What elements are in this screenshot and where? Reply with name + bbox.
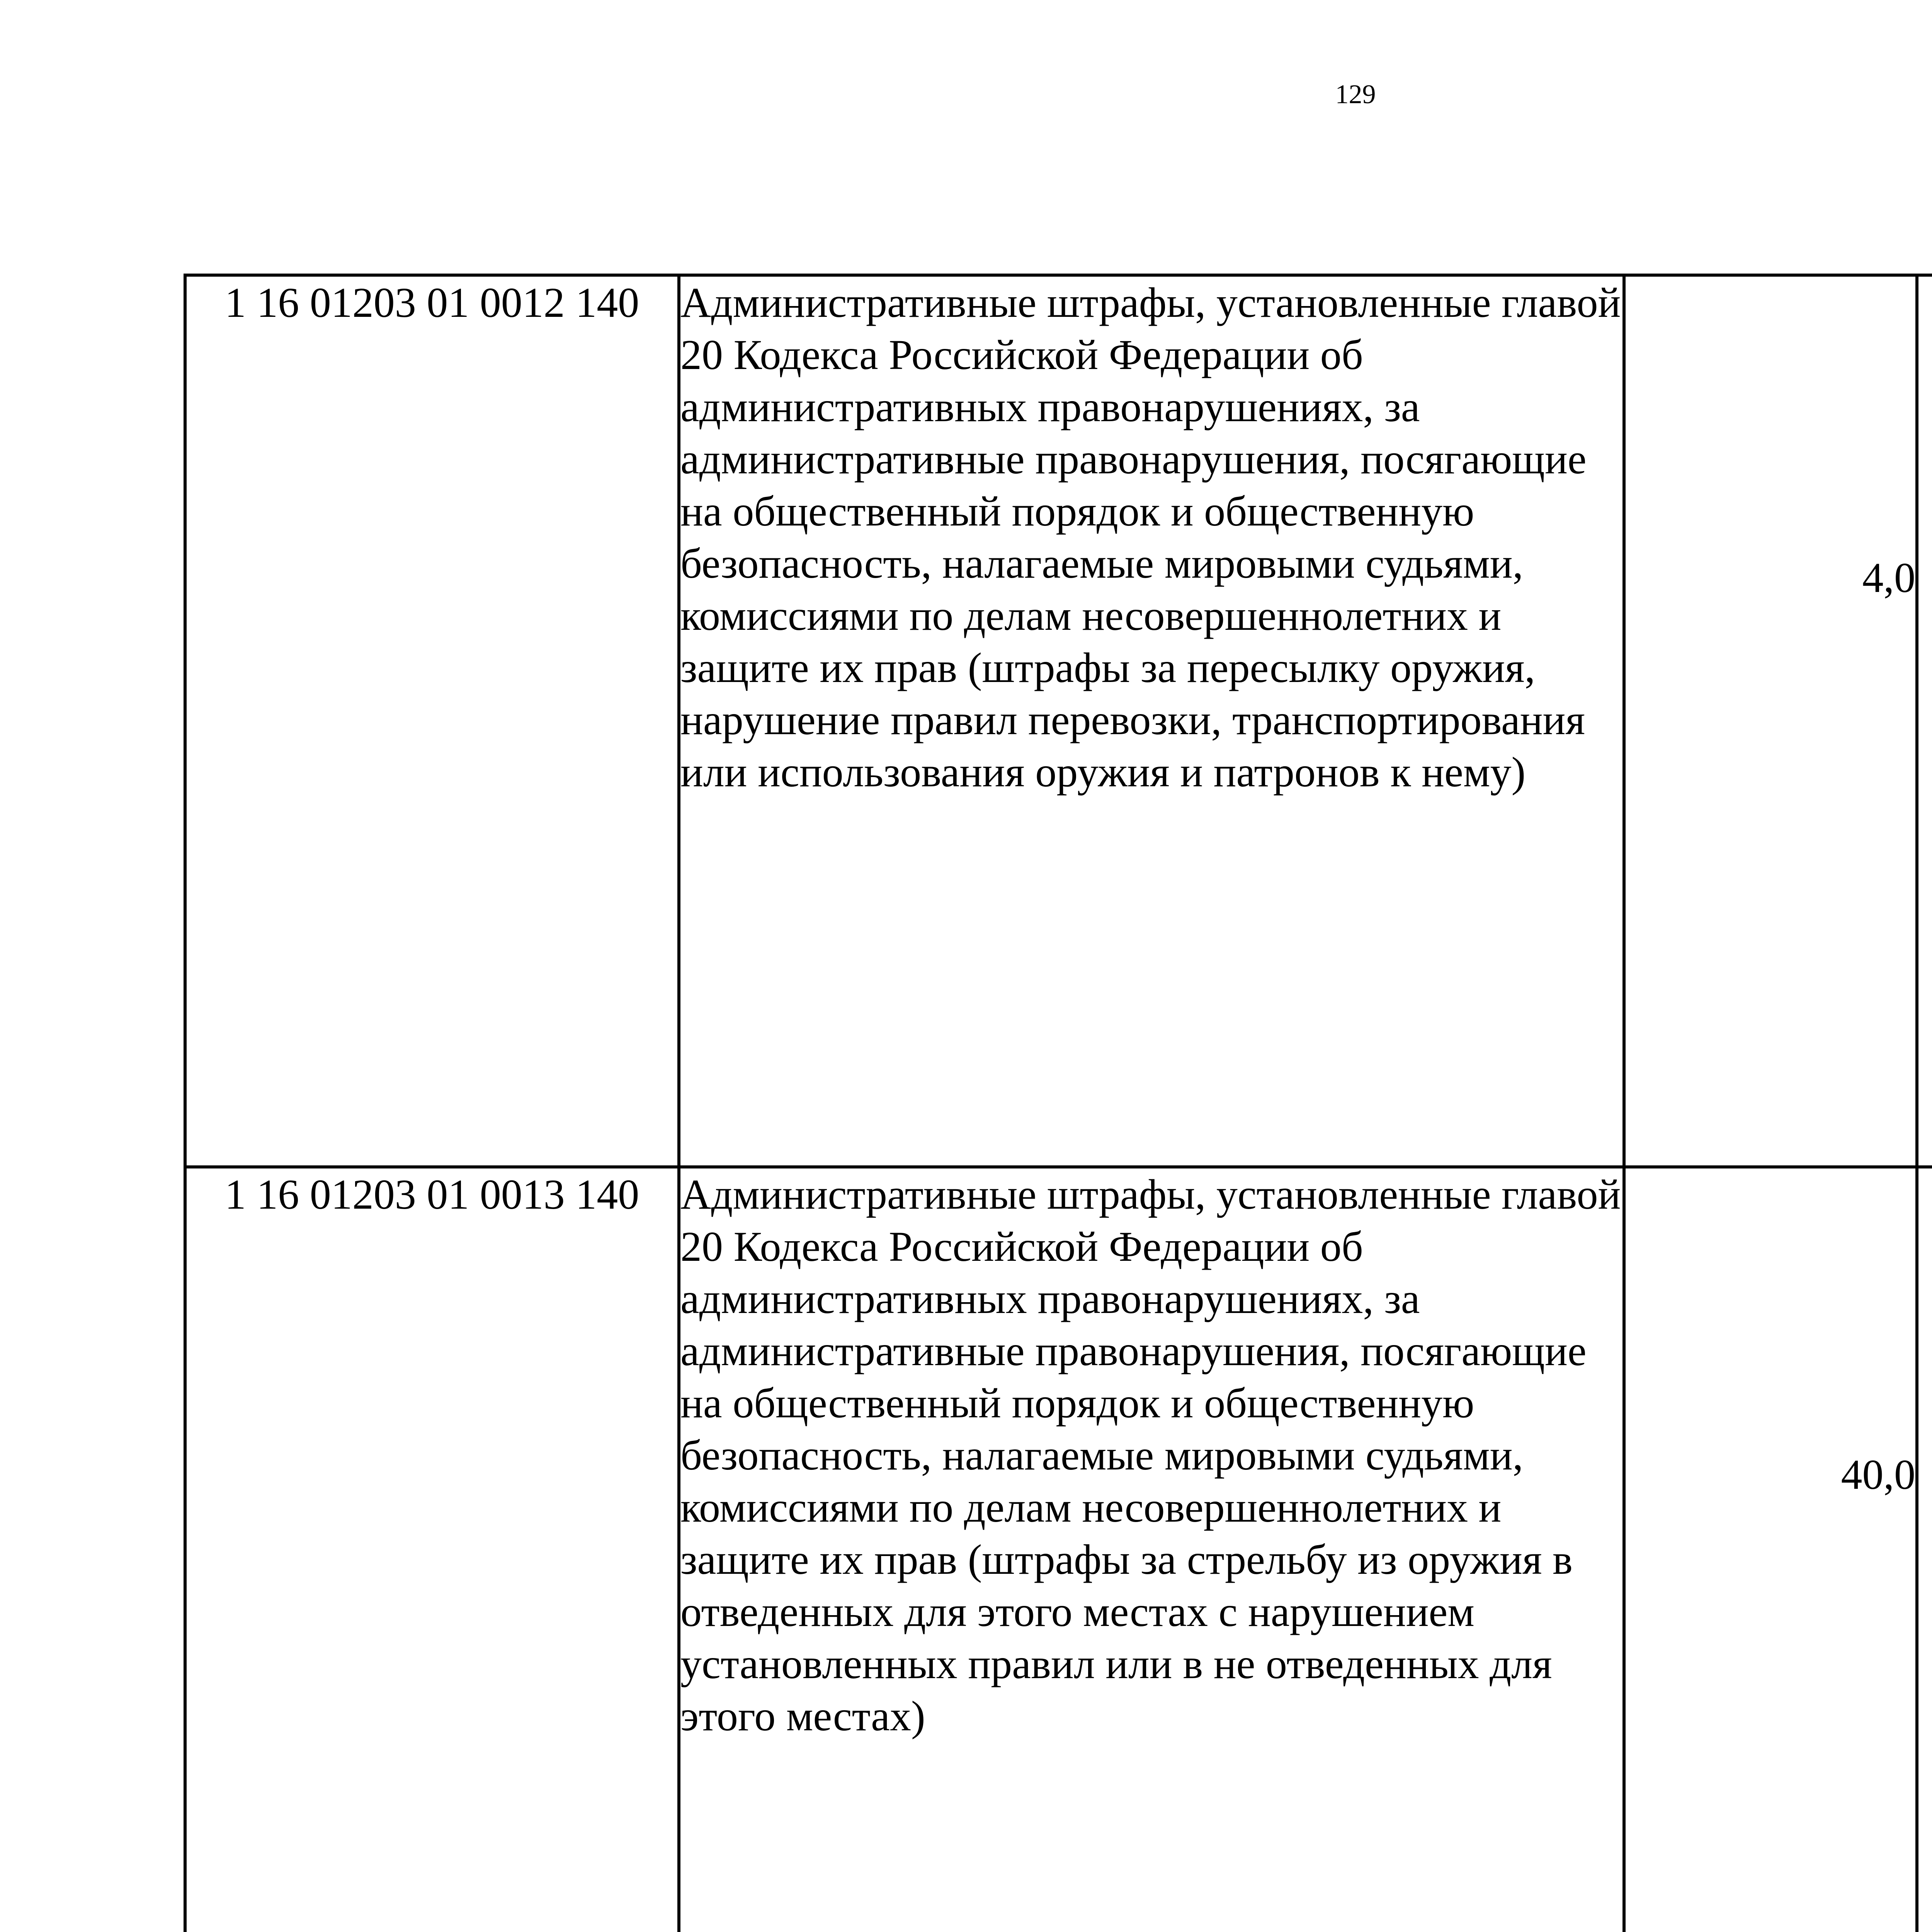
revenue-code-cell: 1 16 01203 01 0013 140 xyxy=(185,1167,679,1932)
revenue-code-cell: 1 16 01203 01 0012 140 xyxy=(185,275,679,1167)
amount-cell-year-2 xyxy=(1917,1167,1932,1932)
revenue-description-cell: Административные штрафы, установленные главой 20 Кодекса Российской Федерации об административных правонарушениях, за административные правонарушения, посягающие на общественный порядок и общественную безопасность, налагаемые мировыми судьями, комиссиями по делам несовершеннолетних и защите их прав (штрафы за стрельбу из оружия в отведенных для этого местах с нарушением установленных правил или в не отведенных для этого местах) xyxy=(679,1167,1624,1932)
page-number: 129 xyxy=(1335,80,1376,109)
table-row xyxy=(185,1167,1932,1932)
amount-cell-year-1: 40,0 xyxy=(1624,1167,1917,1932)
amount-cell-year-2 xyxy=(1917,275,1932,1167)
revenue-description-cell: Административные штрафы, установленные главой 20 Кодекса Российской Федерации об административных правонарушениях, за административные правонарушения, посягающие на общественный порядок и общественную безопасность, налагаемые мировыми судьями, комиссиями по делам несовершеннолетних и защите их прав (штрафы за пересылку оружия, нарушение правил перевозки, транспортирования или использования оружия и патронов к нему) xyxy=(679,275,1624,1167)
amount-cell-year-1: 4,0 xyxy=(1624,275,1917,1167)
budget-revenue-table xyxy=(184,274,1932,1932)
table-row xyxy=(185,275,1932,1167)
